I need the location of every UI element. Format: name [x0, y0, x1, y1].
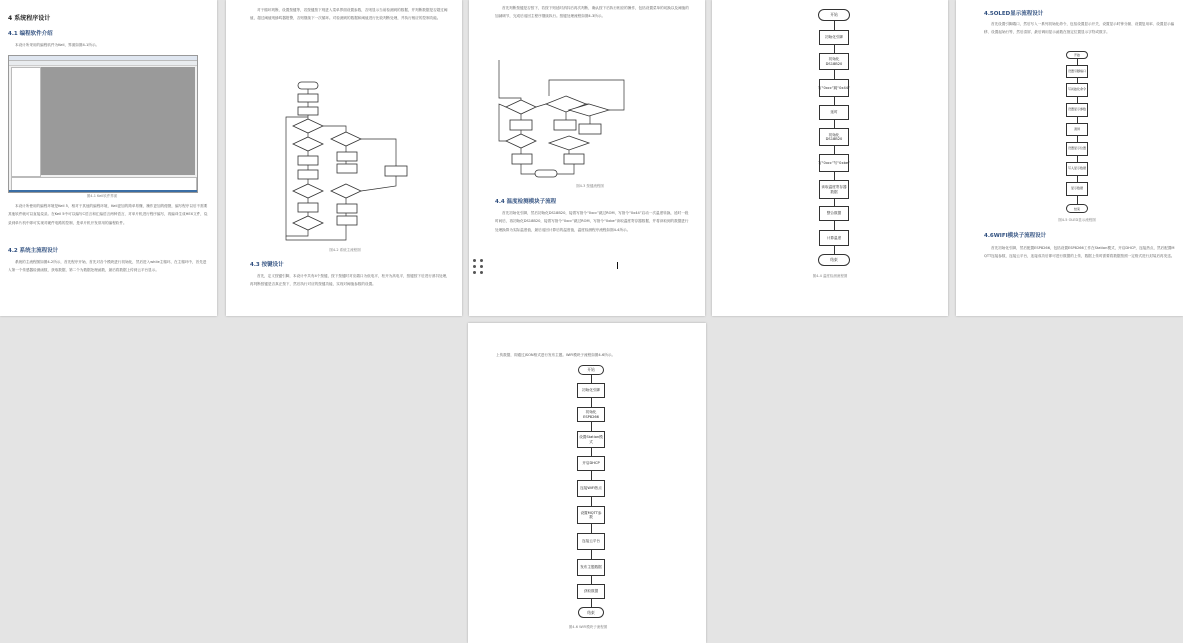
- figure-caption: 图4-5 OLED显示流程图: [1058, 218, 1096, 222]
- flow-end: 结束: [1066, 204, 1088, 213]
- drag-handle-icon[interactable]: [473, 259, 484, 274]
- flow-step: 延时: [819, 105, 849, 120]
- flow-step: 开启DHCP: [577, 456, 605, 471]
- paragraph: 本设计所使用的编程环境是Keil 5，相对于其他的编程环境，Keil更加的简单易懂，操作更加的便捷，编写程序以后不需要其他软件就可以直接烧录。在Keil 5中可以编写C语言和汇编语言两种语言，对单片机进行程序编写，再编译生成HEX文件，烧录到单片机中即可实现对硬件电路的控制，是单片机开发常用的编程软件。: [8, 204, 208, 225]
- flow-step: 设置Station模式: [577, 431, 605, 448]
- flow-step: 初始化ESP8266: [577, 407, 605, 422]
- section-heading-4-3: 4.3 按键设计: [250, 262, 284, 268]
- section-heading-4-1: 4.1 编程软件介绍: [8, 31, 53, 37]
- flow-step: 读取温度寄存器数据: [819, 180, 849, 199]
- flow-step: 计算温度: [819, 230, 849, 246]
- flow-start: 开始: [818, 9, 850, 21]
- flow-step: 设置显示参数: [1066, 103, 1088, 117]
- keil-screenshot-image: [8, 55, 198, 193]
- paragraph: 对于循环判断，设置按键等，若按键按下则进入菜单界面设置参数，否则显示当前检测到的数据，并判断数据是否超过阈值，超过阈值则蜂鸣器报警，否则继续下一次循环。对检测到的数据和阈值进行比较判断处理，并执行相应的控制功能。: [250, 8, 448, 21]
- figure-caption: 图4-1 Keil软件界面: [86, 194, 118, 198]
- chapter-heading: 4 系统程序设计: [8, 15, 51, 22]
- flow-step: 写初始化命令: [1066, 83, 1088, 97]
- flow-end: 结束: [578, 607, 604, 618]
- section-heading-4-4: 4.4 温度检测模块子流程: [495, 199, 557, 205]
- text-cursor: [617, 262, 618, 269]
- flow-step: 设置MQTT参数: [577, 506, 605, 524]
- flow-step: 写“0xcc”写“0xbe”: [819, 154, 849, 172]
- flow-step: 写“0xcc”跳“0x44”: [819, 79, 849, 97]
- document-page-5: [956, 0, 1183, 316]
- section-heading-4-5: 4.5OLED显示流程设计: [984, 11, 1044, 17]
- document-page-4: [712, 0, 948, 316]
- paragraph: 首先，定义按键引脚，本设计中共有4个按键，按下按键时对应端口为低电平，松开为高电平，按键按下后进行消抖处理，再判断按键是否真正按下，然后执行对应的按键功能，实现对阈值参数的设置。: [250, 274, 450, 287]
- flow-step: 连接WiFi热点: [577, 480, 605, 497]
- figure-caption: 图4-4 温度检测流程图: [812, 274, 848, 278]
- flow-step: 初始化DS18B20: [819, 53, 849, 70]
- flow-step: 获取数据: [577, 584, 605, 599]
- flow-step: 初始化引脚: [819, 30, 849, 45]
- document-page-2: [226, 0, 462, 316]
- flow-step: 整合数据: [819, 206, 849, 221]
- paragraph: 首先判断按键是否按下，若按下则延时消抖后再次判断，确认按下后执行相应的操作，包括设置菜单的切换以及阈值的加减调节，完成后返回主程序继续执行。按键处理流程如图4-3所示。: [495, 6, 689, 19]
- flow-step: 设置引脚端口: [1066, 65, 1088, 78]
- figure-caption: 图4-2 系统主流程图: [329, 248, 361, 252]
- flow-step: 显示数据: [1066, 182, 1088, 196]
- main-flowchart: [226, 0, 462, 316]
- flow-step: 初始化DS18B20: [819, 128, 849, 146]
- document-page-6: [468, 323, 706, 643]
- flow-step: 清屏: [1066, 123, 1088, 136]
- paragraph: 系统的主流程图如图4-2所示，首先程序开始，首先对各个模块进行初始化，然后进入while主循环，在主循环中，首先进入第一个传感器检测函数，获取数据，第二个为数据处理函数，最后将数据上传到云平台显示。: [8, 260, 207, 273]
- section-heading-4-2: 4.2 系统主流程设计: [8, 248, 59, 254]
- section-heading-4-6: 4.6WIFI模块子流程设计: [984, 233, 1047, 239]
- flow-end: 结束: [818, 254, 850, 266]
- paragraph: 首先初始化引脚，然后初始化DS18B20，接着写指令“0xcc”跳过ROM，写指令“0x44”启动一次温度转换，延时一段时间后，再初始化DS18B20，接着写指令“0xcc”跳过ROM，写指令“0xbe”读取温度寄存器数据，并将读取到的数据进行处理换算为实际温度值，最后返回计算后的温度值，温度检测程序流程如图4-4所示。: [495, 211, 689, 232]
- flow-step: 发布主题数据: [577, 559, 605, 576]
- figure-caption: 图4-3 按键流程图: [576, 184, 604, 188]
- flow-step: 设置显示位置: [1066, 142, 1088, 156]
- paragraph: 上传数据，即通过JSON格式进行发布主题。WiFi模块子流程如图4-6所示。: [496, 353, 616, 357]
- paragraph: 首先初始化引脚，然后配置ESP8266，包括设置ESP8266工作在Station模式，开启DHCP，连接热点，然后配置MQTT连接参数，连接云平台，连接成功后即可进行数据的上传，数据上传时需要将数据按照一定格式进行封装后再发送。: [984, 246, 1175, 259]
- flow-start: 开始: [578, 365, 604, 375]
- flow-start: 开始: [1066, 51, 1088, 59]
- flow-step: 连接云平台: [577, 533, 605, 550]
- paragraph: 首先设置引脚端口，然后写入一系列初始化命令，包括设置显示开关、设置显示时钟分频、设置复用率、设置显示偏移、设置起始行等，然后清屏，最后调用显示函数在指定位置显示字符或数字。: [984, 22, 1175, 35]
- document-page-3: [469, 0, 705, 316]
- flow-step: 写入显示数据: [1066, 162, 1088, 176]
- document-page-1: [0, 0, 217, 316]
- flow-step: 初始化引脚: [577, 383, 605, 398]
- paragraph: 本设计所采用的编程软件为Keil，界面如图4-1所示。: [15, 43, 100, 47]
- figure-caption: 图4-6 WiFi模块子流程图: [568, 625, 608, 629]
